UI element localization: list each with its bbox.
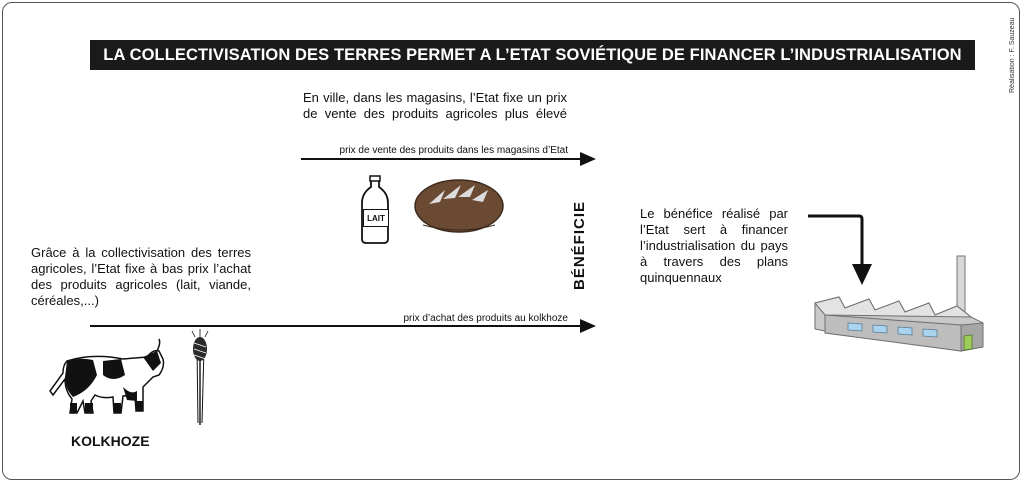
factory-icon: [815, 256, 983, 351]
milk-label: LAIT: [363, 209, 389, 227]
benefit-text: Le bénéfice réalisé par l’Etat sert à financer l’industrialisation du pays à travers des plans quinquennaux: [640, 206, 788, 285]
diagram-frame: [2, 2, 1020, 480]
purchase-price-label: prix d’achat des produits au kolkhoze: [403, 313, 568, 324]
diagram-graphics: [3, 3, 1020, 480]
city-price-text: En ville, dans les magasins, l’Etat fixe un prix de vente des produits agricoles plus élevé: [303, 90, 567, 121]
cow-icon: [50, 339, 164, 413]
wheat-icon: [192, 329, 208, 425]
bread-icon: [415, 180, 503, 232]
author-credit: Réalisation : F. Sauzeau: [1009, 17, 1016, 93]
page-title: LA COLLECTIVISATION DES TERRES PERMET A L’ETAT SOVIÉTIQUE DE FINANCER L’INDUSTRIALISATION: [90, 40, 975, 70]
benefit-arrow: [808, 216, 872, 285]
kolkhoze-label: KOLKHOZE: [71, 433, 150, 449]
sale-price-label: prix de vente des produits dans les magasins d’Etat: [339, 145, 568, 156]
benefice-label: BÉNÉFICIE: [571, 201, 588, 291]
kolkhoze-text: Grâce à la collectivisation des terres agricoles, l’Etat fixe à bas prix l’achat des produits agricoles (lait, viande, céréales,...): [31, 245, 251, 308]
